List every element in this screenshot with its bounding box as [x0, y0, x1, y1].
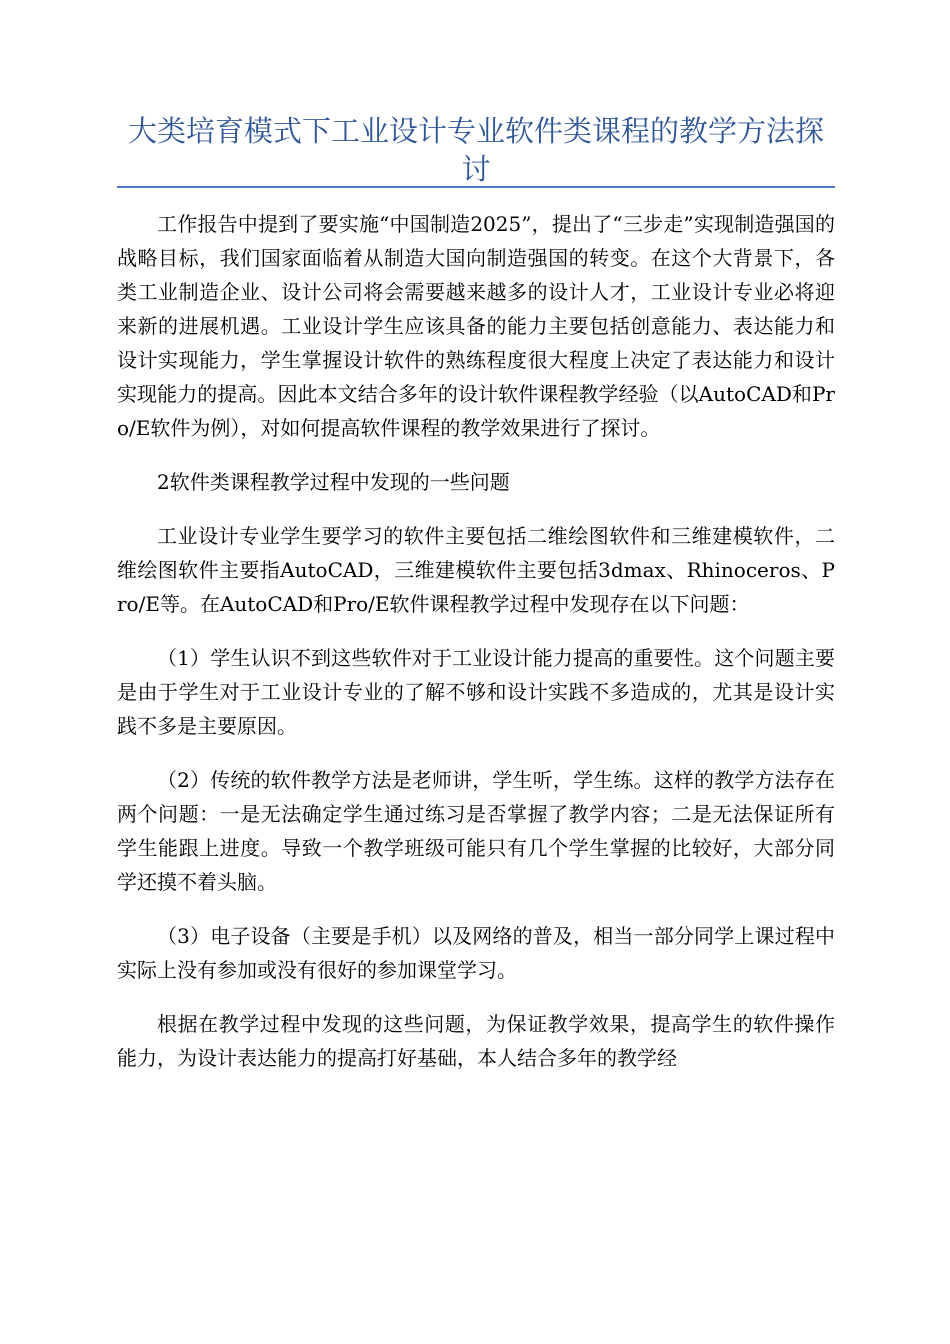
paragraph-problem-3: （3）电子设备（主要是手机）以及网络的普及，相当一部分同学上课过程中实际上没有参加或没有很好的参加课堂学习。 — [117, 924, 835, 982]
document-title: 大类培育模式下工业设计专业软件类课程的教学方法探讨 — [127, 114, 824, 186]
paragraph-problem-1: （1）学生认识不到这些软件对于工业设计能力提高的重要性。这个问题主要是由于学生对于工业设计专业的了解不够和设计实践不多造成的，尤其是设计实践不多是主要原因。 — [117, 646, 835, 738]
title-underline — [117, 186, 835, 188]
paragraph-conclusion: 根据在教学过程中发现的这些问题，为保证教学效果，提高学生的软件操作能力，为设计表达能力的提高打好基础，本人结合多年的教学经 — [117, 1012, 835, 1070]
document-body — [117, 207, 835, 1095]
section-heading: 2软件类课程教学过程中发现的一些问题 — [157, 470, 510, 494]
title-block — [117, 112, 835, 188]
paragraph-problem-2: （2）传统的软件教学方法是老师讲，学生听，学生练。这样的教学方法存在两个问题：一是无法确定学生通过练习是否掌握了教学内容；二是无法保证所有学生能跟上进度。导致一个教学班级可能只有几个学生掌握的比较好，大部分同学还摸不着头脑。 — [117, 768, 835, 894]
paragraph-software-overview: 工业设计专业学生要学习的软件主要包括二维绘图软件和三维建模软件，二维绘图软件主要指AutoCAD，三维建模软件主要包括3dmax、Rhinoceros、Pro/E等。在AutoCAD和Pro/E软件课程教学过程中发现存在以下问题： — [117, 524, 835, 616]
paragraph-intro: 工作报告中提到了要实施“中国制造2025”，提出了“三步走”实现制造强国的战略目标，我们国家面临着从制造大国向制造强国的转变。在这个大背景下，各类工业制造企业、设计公司将会需要越来越多的设计人才，工业设计专业必将迎来新的进展机遇。工业设计学生应该具备的能力主要包括创意能力、表达能力和设计实现能力，学生掌握设计软件的熟练程度很大程度上决定了表达能力和设计实现能力的提高。因此本文结合多年的设计软件课程教学经验（以AutoCAD和Pro/E软件为例），对如何提高软件课程的教学效果进行了探讨。 — [117, 212, 835, 440]
